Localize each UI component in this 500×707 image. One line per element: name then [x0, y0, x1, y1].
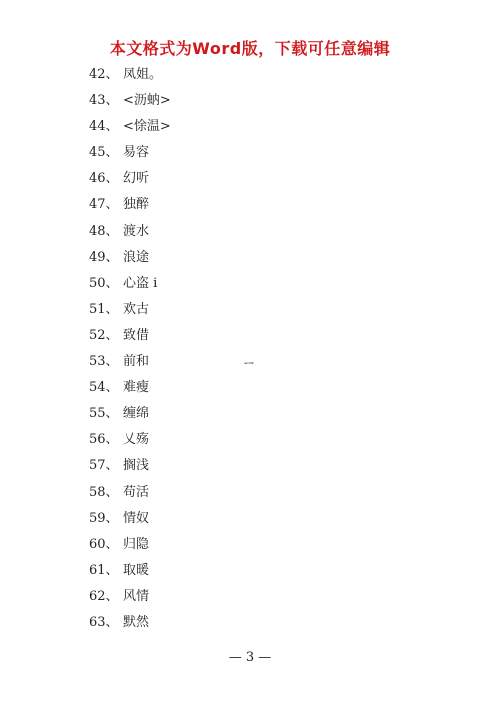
item-word: 默然 — [123, 614, 150, 630]
item-word: 前和 — [123, 354, 150, 370]
item-word: 欢古 — [123, 301, 150, 317]
item-number: 47、 — [89, 197, 119, 213]
list-item — [89, 273, 171, 299]
item-word: <沥蚋> — [123, 93, 171, 109]
list-item — [89, 90, 171, 116]
item-number: 49、 — [89, 249, 119, 265]
item-word: 致借 — [123, 327, 150, 343]
item-word: 心盗 i — [123, 275, 158, 291]
item-number: 59、 — [89, 510, 119, 526]
list-item — [89, 534, 171, 560]
item-number: 48、 — [89, 223, 119, 239]
list-item — [89, 247, 171, 273]
stray-mark: ᆖ — [244, 359, 254, 370]
item-word: 归隐 — [123, 536, 150, 552]
list-item — [89, 455, 171, 481]
item-number: 42、 — [89, 67, 119, 82]
item-number: 50、 — [89, 275, 119, 291]
item-number: 57、 — [89, 458, 119, 474]
list-item — [89, 299, 171, 325]
item-number: 54、 — [89, 380, 119, 396]
document-banner: 本文格式为Word版，下载可任意编辑 — [109, 39, 391, 58]
item-number: 60、 — [89, 536, 119, 552]
item-word: 取暖 — [123, 562, 150, 578]
list-item — [89, 508, 171, 534]
list-item — [89, 612, 171, 638]
list-item — [89, 482, 171, 508]
item-word: <悇温> — [123, 119, 171, 135]
item-number: 44、 — [89, 119, 119, 135]
item-word: 渡水 — [123, 223, 150, 239]
item-word: 搁浅 — [123, 458, 150, 474]
list-item — [89, 142, 171, 168]
item-number: 58、 — [89, 484, 119, 500]
item-number: 52、 — [89, 327, 119, 343]
item-word: 缠绵 — [123, 406, 150, 422]
item-word: 独醉 — [123, 197, 150, 213]
item-word: 苟活 — [123, 484, 150, 500]
item-number: 46、 — [89, 171, 119, 187]
item-word: 凤姐。 — [123, 67, 163, 82]
item-word: 幻听 — [123, 171, 150, 187]
item-number: 55、 — [89, 406, 119, 422]
list-item — [89, 116, 171, 142]
item-number: 62、 — [89, 588, 119, 604]
item-number: 53、 — [89, 354, 119, 370]
list-item — [89, 560, 171, 586]
list-item — [89, 351, 171, 377]
item-number: 45、 — [89, 145, 119, 161]
item-number: 43、 — [89, 93, 119, 109]
list-item — [89, 403, 171, 429]
item-word: 乂殇 — [123, 432, 150, 448]
list-item — [89, 168, 171, 194]
item-number: 51、 — [89, 301, 119, 317]
list-item — [89, 377, 171, 403]
list-item — [89, 64, 171, 90]
list-item — [89, 221, 171, 247]
list-item — [89, 194, 171, 220]
item-number: 56、 — [89, 432, 119, 448]
item-word: 情奴 — [123, 510, 150, 526]
item-number: 61、 — [89, 562, 119, 578]
item-word: 浪途 — [123, 249, 150, 265]
item-word: 易容 — [123, 145, 150, 161]
list-item — [89, 325, 171, 351]
list-item — [89, 586, 171, 612]
item-number: 63、 — [89, 614, 119, 630]
item-word: 难瘦 — [123, 380, 150, 396]
page-number: — 3 — — [228, 650, 272, 665]
item-word: 风情 — [123, 588, 150, 604]
list-item — [89, 429, 171, 455]
word-list — [89, 64, 171, 638]
